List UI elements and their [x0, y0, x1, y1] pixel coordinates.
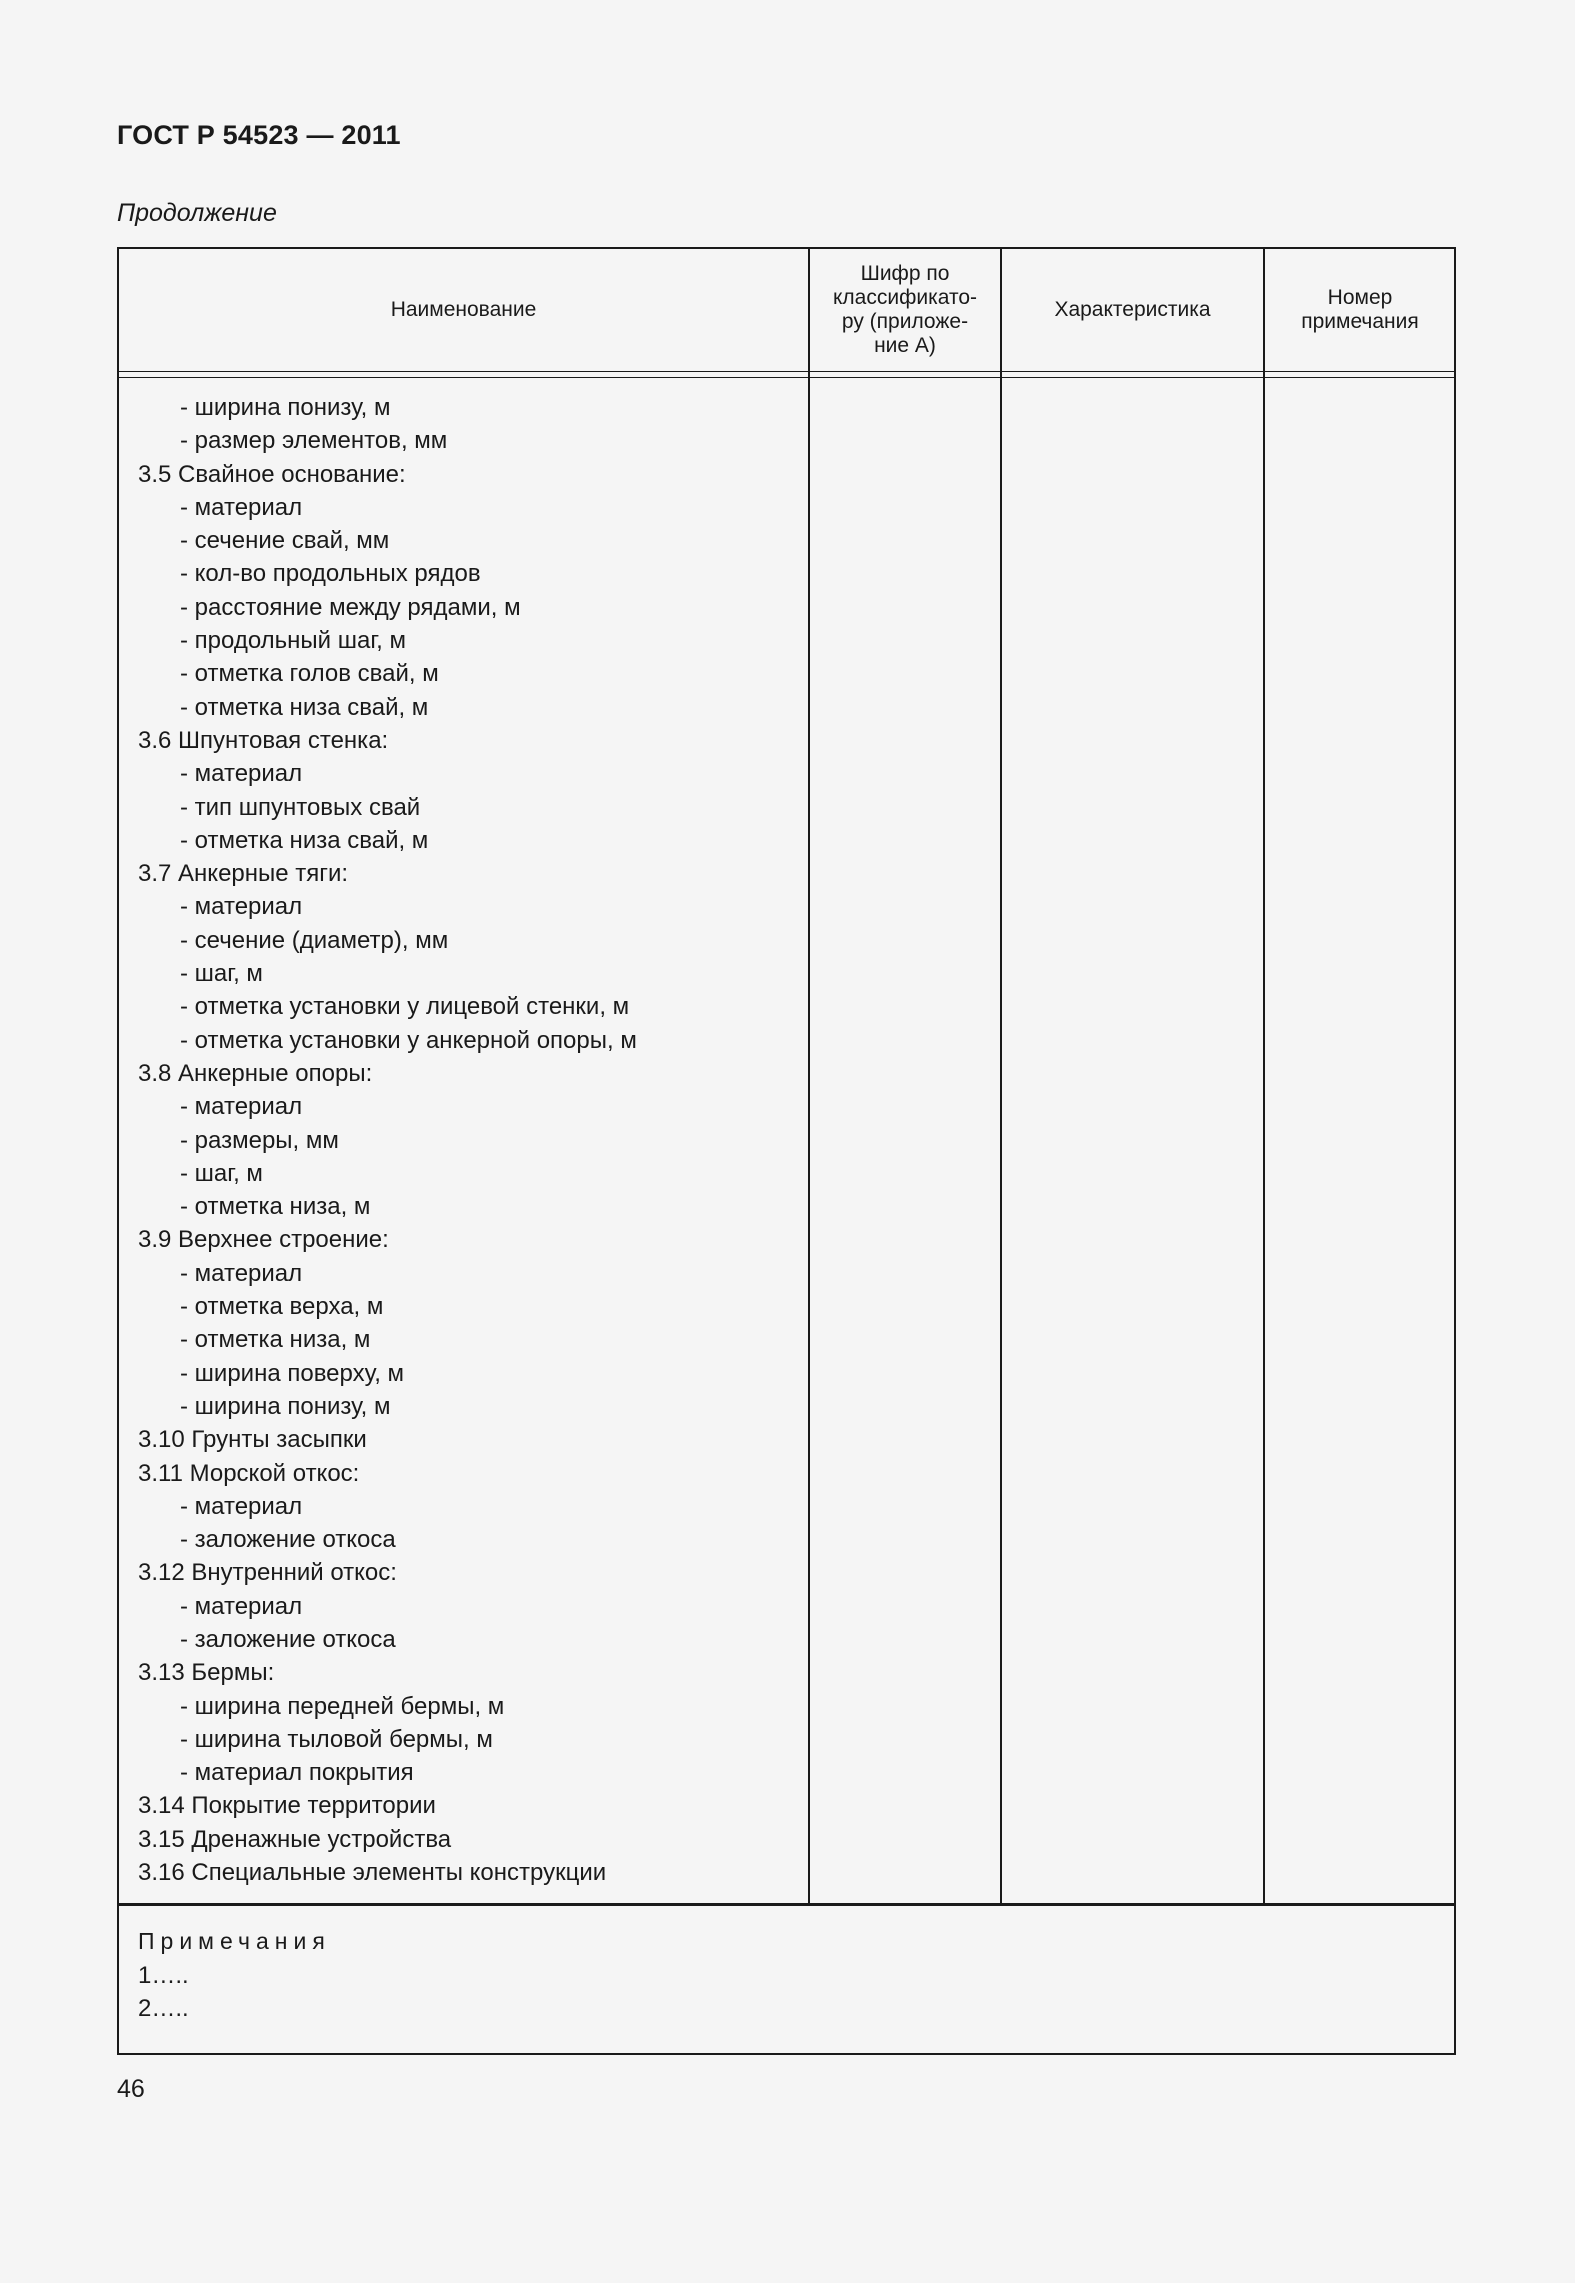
table-row: - материал	[180, 1492, 303, 1520]
table-row: 3.5 Свайное основание:	[138, 460, 406, 488]
table-row: 3.6 Шпунтовая стенка:	[138, 726, 389, 754]
header-divider	[119, 371, 1454, 372]
document-code: ГОСТ Р 54523 — 2011	[117, 120, 401, 150]
table-row: - отметка верха, м	[180, 1293, 384, 1321]
table-row: - материал	[180, 1592, 303, 1620]
table-row: 3.7 Анкерные тяги:	[138, 860, 349, 888]
table-row: - шаг, м	[180, 1159, 263, 1187]
table-row: - материал покрытия	[180, 1759, 414, 1787]
header-cell-text: Наименование	[390, 298, 537, 321]
column-divider	[1263, 249, 1265, 1903]
table-row: - заложение откоса	[180, 1625, 396, 1653]
table-row: - ширина тыловой бермы, м	[180, 1725, 493, 1753]
table-row: - отметка низа, м	[180, 1193, 371, 1221]
table-row: - материал	[180, 760, 303, 788]
table-row: - продольный шаг, м	[180, 627, 406, 655]
continuation-label: Продолжение	[117, 199, 277, 227]
table-row: 3.13 Бермы:	[138, 1659, 275, 1687]
table-row: - материал	[180, 493, 303, 521]
header-cell-note-number	[1265, 249, 1455, 371]
column-divider	[808, 249, 810, 1903]
notes-box	[117, 1903, 1456, 2055]
table-row: - расстояние между рядами, м	[180, 593, 521, 621]
table-row: - кол-во продольных рядов	[180, 560, 481, 588]
table-row: - заложение откоса	[180, 1526, 396, 1554]
header-cell-name	[119, 249, 808, 371]
table-row: - ширина передней бермы, м	[180, 1692, 505, 1720]
header-cell-text: Номер примечания	[1301, 286, 1419, 333]
table-row: - отметка низа свай, м	[180, 693, 429, 721]
table-row: 3.10 Грунты засыпки	[138, 1426, 367, 1454]
table-row: - ширина поверху, м	[180, 1359, 405, 1387]
table-row: 3.14 Покрытие территории	[138, 1792, 436, 1820]
table-row: - сечение (диаметр), мм	[180, 926, 449, 954]
table-row: - отметка низа, м	[180, 1326, 371, 1354]
table-row: - размеры, мм	[180, 1126, 339, 1154]
table-row: 3.11 Морской откос:	[138, 1459, 360, 1487]
table-row: - размер элементов, мм	[180, 427, 448, 455]
table-rows	[138, 391, 637, 1889]
header-cell-code	[810, 249, 1000, 371]
table-row: 3.8 Анкерные опоры:	[138, 1059, 373, 1087]
main-table	[117, 247, 1456, 1905]
table-row: - шаг, м	[180, 960, 263, 988]
table-row: 3.9 Верхнее строение:	[138, 1226, 389, 1254]
table-row: - сечение свай, мм	[180, 527, 390, 555]
table-row: - ширина понизу, м	[180, 1392, 391, 1420]
table-row: - отметка установки у лицевой стенки, м	[180, 993, 630, 1021]
header-cell-characteristic	[1002, 249, 1263, 371]
table-row: - ширина понизу, м	[180, 394, 391, 421]
notes-title: Примечания	[138, 1928, 331, 1954]
page-number: 46	[117, 2075, 145, 2103]
note-item: 2…..	[138, 1995, 189, 2022]
table-row: - тип шпунтовых свай	[180, 793, 421, 821]
table-row: - материал	[180, 893, 303, 921]
column-divider	[1000, 249, 1002, 1903]
table-row: 3.12 Внутренний откос:	[138, 1559, 397, 1587]
header-cell-text: Шифр по классификато- ру (приложе- ние А)	[832, 262, 978, 357]
table-row: - отметка установки у анкерной опоры, м	[180, 1026, 637, 1054]
table-row: - отметка голов свай, м	[180, 660, 439, 688]
table-row: 3.15 Дренажные устройства	[138, 1825, 452, 1853]
note-item: 1…..	[138, 1962, 189, 1989]
table-row: - отметка низа свай, м	[180, 826, 429, 854]
table-row: - материал	[180, 1093, 303, 1121]
table-row: - материал	[180, 1259, 303, 1287]
header-cell-text: Характеристика	[1054, 298, 1211, 321]
header-divider	[119, 377, 1454, 378]
table-row: 3.16 Специальные элементы конструкции	[138, 1859, 607, 1887]
